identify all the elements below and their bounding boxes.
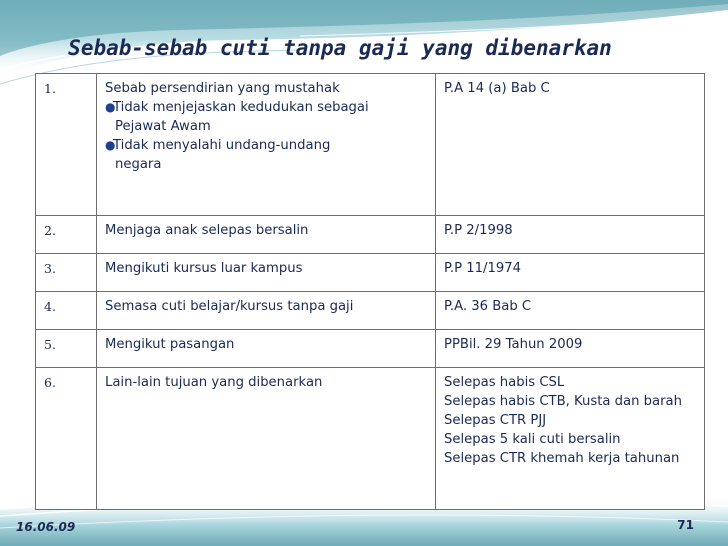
reference-text: P.A. 36 Bab C [444, 298, 532, 314]
bullet-dot-icon: ● [105, 100, 116, 114]
row-description: Mengikuti kursus luar kampus [105, 260, 303, 276]
reasons-table-body [36, 74, 705, 510]
bullet-text-continued: negara [115, 157, 162, 172]
row-reference-cell [436, 291, 705, 329]
slide-page-number: 71 [677, 518, 694, 532]
row-reference-cell [436, 368, 705, 510]
table-row [36, 291, 705, 329]
bullet-item [105, 98, 429, 117]
table-row [36, 215, 705, 253]
reference-text: P.P 11/1974 [444, 260, 522, 276]
bullet-text-continued: Pejawat Awam [115, 119, 211, 134]
reference-text: PPBil. 29 Tahun 2009 [444, 337, 583, 353]
reference-text: P.A 14 (a) Bab C [444, 81, 550, 96]
row-reference-cell [436, 74, 705, 216]
row-number: 3. [36, 253, 97, 291]
bullet-text: Tidak menjejaskan kedudukan sebagai [113, 100, 369, 115]
reference-text: Selepas habis CSL [444, 375, 565, 391]
row-number: 6. [36, 368, 97, 510]
row-description-cell [97, 253, 436, 291]
row-reference-cell [436, 253, 705, 291]
footer-date: 16.06.09 [16, 520, 76, 534]
bullet-dot-icon: ● [105, 138, 116, 152]
reasons-table [35, 73, 705, 510]
row-description: Mengikut pasangan [105, 337, 235, 353]
row-number: 2. [36, 215, 97, 253]
reference-text: Selepas CTR khemah kerja tahunan [444, 451, 680, 467]
row-description-cell [97, 291, 436, 329]
row-description: Menjaga anak selepas bersalin [105, 222, 309, 238]
reference-text: Selepas CTR PJJ [444, 413, 547, 429]
row-description-cell [97, 368, 436, 510]
row-number: 5. [36, 330, 97, 368]
bullet-text: Tidak menyalahi undang-undang [113, 138, 331, 153]
row-description-cell [97, 330, 436, 368]
row-number: 1. [36, 74, 97, 216]
reference-text: P.P 2/1998 [444, 222, 513, 238]
row-description: Sebab persendirian yang mustahak [105, 81, 340, 96]
row-description: Lain-lain tujuan yang dibenarkan [105, 375, 323, 391]
bullet-item [105, 136, 429, 155]
row-description-cell [97, 74, 436, 216]
row-number: 4. [36, 291, 97, 329]
table-row [36, 330, 705, 368]
row-reference-cell [436, 215, 705, 253]
row-description-cell [97, 215, 436, 253]
slide-title: Sebab-sebab cuti tanpa gaji yang dibenarkan [68, 36, 612, 60]
table-row [36, 253, 705, 291]
row-description: Semasa cuti belajar/kursus tanpa gaji [105, 298, 354, 314]
reference-text: Selepas 5 kali cuti bersalin [444, 432, 621, 448]
reference-text: Selepas habis CTB, Kusta dan barah [444, 394, 682, 410]
table-row [36, 74, 705, 216]
table-row [36, 368, 705, 510]
row-reference-cell [436, 330, 705, 368]
